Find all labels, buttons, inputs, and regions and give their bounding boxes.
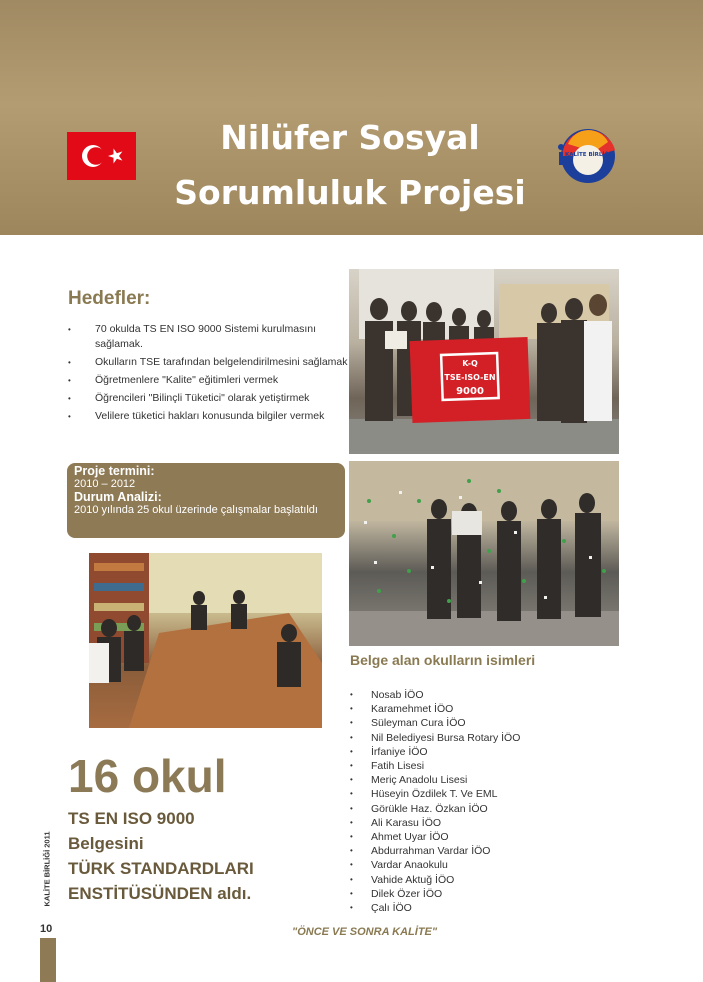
banner-line-3: 9000 [456,386,484,397]
list-item: • Hüseyin Özdilek T. Ve EML [350,787,520,801]
certificate-line-3: TÜRK STANDARDLARI [68,859,254,878]
list-item: • Öğretmenlere "Kalite" eğitimleri vermek [68,373,348,388]
certificate-line-2: Belgesini [68,834,144,853]
list-item: • Nosab İÖO [350,688,520,702]
term-value: 2010 – 2012 [74,478,136,490]
page-title [150,110,550,220]
list-item: • Vardar Anaokulu [350,858,520,872]
page-sidebar [40,831,56,982]
list-item: • İrfaniye İÖO [350,745,520,759]
schools-list [350,688,520,915]
list-item: • Çalı İÖO [350,901,520,915]
goals-heading: Hedefler: [68,288,151,309]
ceremony-photo [349,269,619,454]
goals-list [68,322,348,427]
schools-heading: Belge alan okulların isimleri [350,652,536,668]
list-item: • Görükle Haz. Özkan İÖO [350,802,520,816]
list-item: • Abdurrahman Vardar İÖO [350,844,520,858]
project-term-box [67,463,345,538]
header-banner [0,0,703,235]
title-line-1: Nilüfer Sosyal [220,118,480,157]
list-item: • Dilek Özer İÖO [350,887,520,901]
banner-line-1: K-Q [462,359,478,368]
title-line-2: Sorumluluk Projesi [174,173,526,212]
list-item: • Okulların TSE tarafından belgelendirilmesini sağlamak [68,355,348,370]
magazine-name: KALİTE BİRLİĞİ 2011 [42,831,52,907]
sidebar-bar [40,938,56,982]
list-item: • Süleyman Cura İÖO [350,716,520,730]
list-item: • Karamehmet İÖO [350,702,520,716]
list-item: • Nil Belediyesi Bursa Rotary İÖO [350,731,520,745]
list-item: • Öğrencileri "Bilinçli Tüketici" olarak yetiştirmek [68,391,348,406]
logo-text: KALİTE BİRLİĞİ [564,152,612,158]
status-label: Durum Analizi: [74,490,162,504]
motto: "ÖNCE VE SONRA KALİTE" [292,926,438,938]
list-item: • Meriç Anadolu Lisesi [350,773,520,787]
list-item: • Velilere tüketici hakları konusunda bilgiler vermek [68,409,348,424]
term-label: Proje termini: [74,464,155,478]
certificate-line-4: ENSTİTÜSÜNDEN aldı. [68,884,252,903]
status-value: 2010 yılında 25 okul üzerinde çalışmalar başlatıldı [74,504,318,516]
page-number: 10 [40,923,53,935]
meeting-photo [89,553,322,728]
confetti-photo [349,461,619,646]
list-item: • Fatih Lisesi [350,759,520,773]
school-count: 16 okul [68,750,227,802]
list-item: • 70 okulda TS EN ISO 9000 Sistemi kurulmasını sağlamak. [68,322,348,352]
list-item: • Ahmet Uyar İÖO [350,830,520,844]
certificate-text [68,806,254,906]
list-item: • Ali Karasu İÖO [350,816,520,830]
banner-line-2: TSE-ISO-EN [444,373,496,382]
turkish-flag-icon [67,132,136,180]
list-item: • Vahide Aktuğ İÖO [350,873,520,887]
certificate-line-1: TS EN ISO 9000 [68,809,195,828]
kalite-birligi-logo-icon [548,128,622,184]
